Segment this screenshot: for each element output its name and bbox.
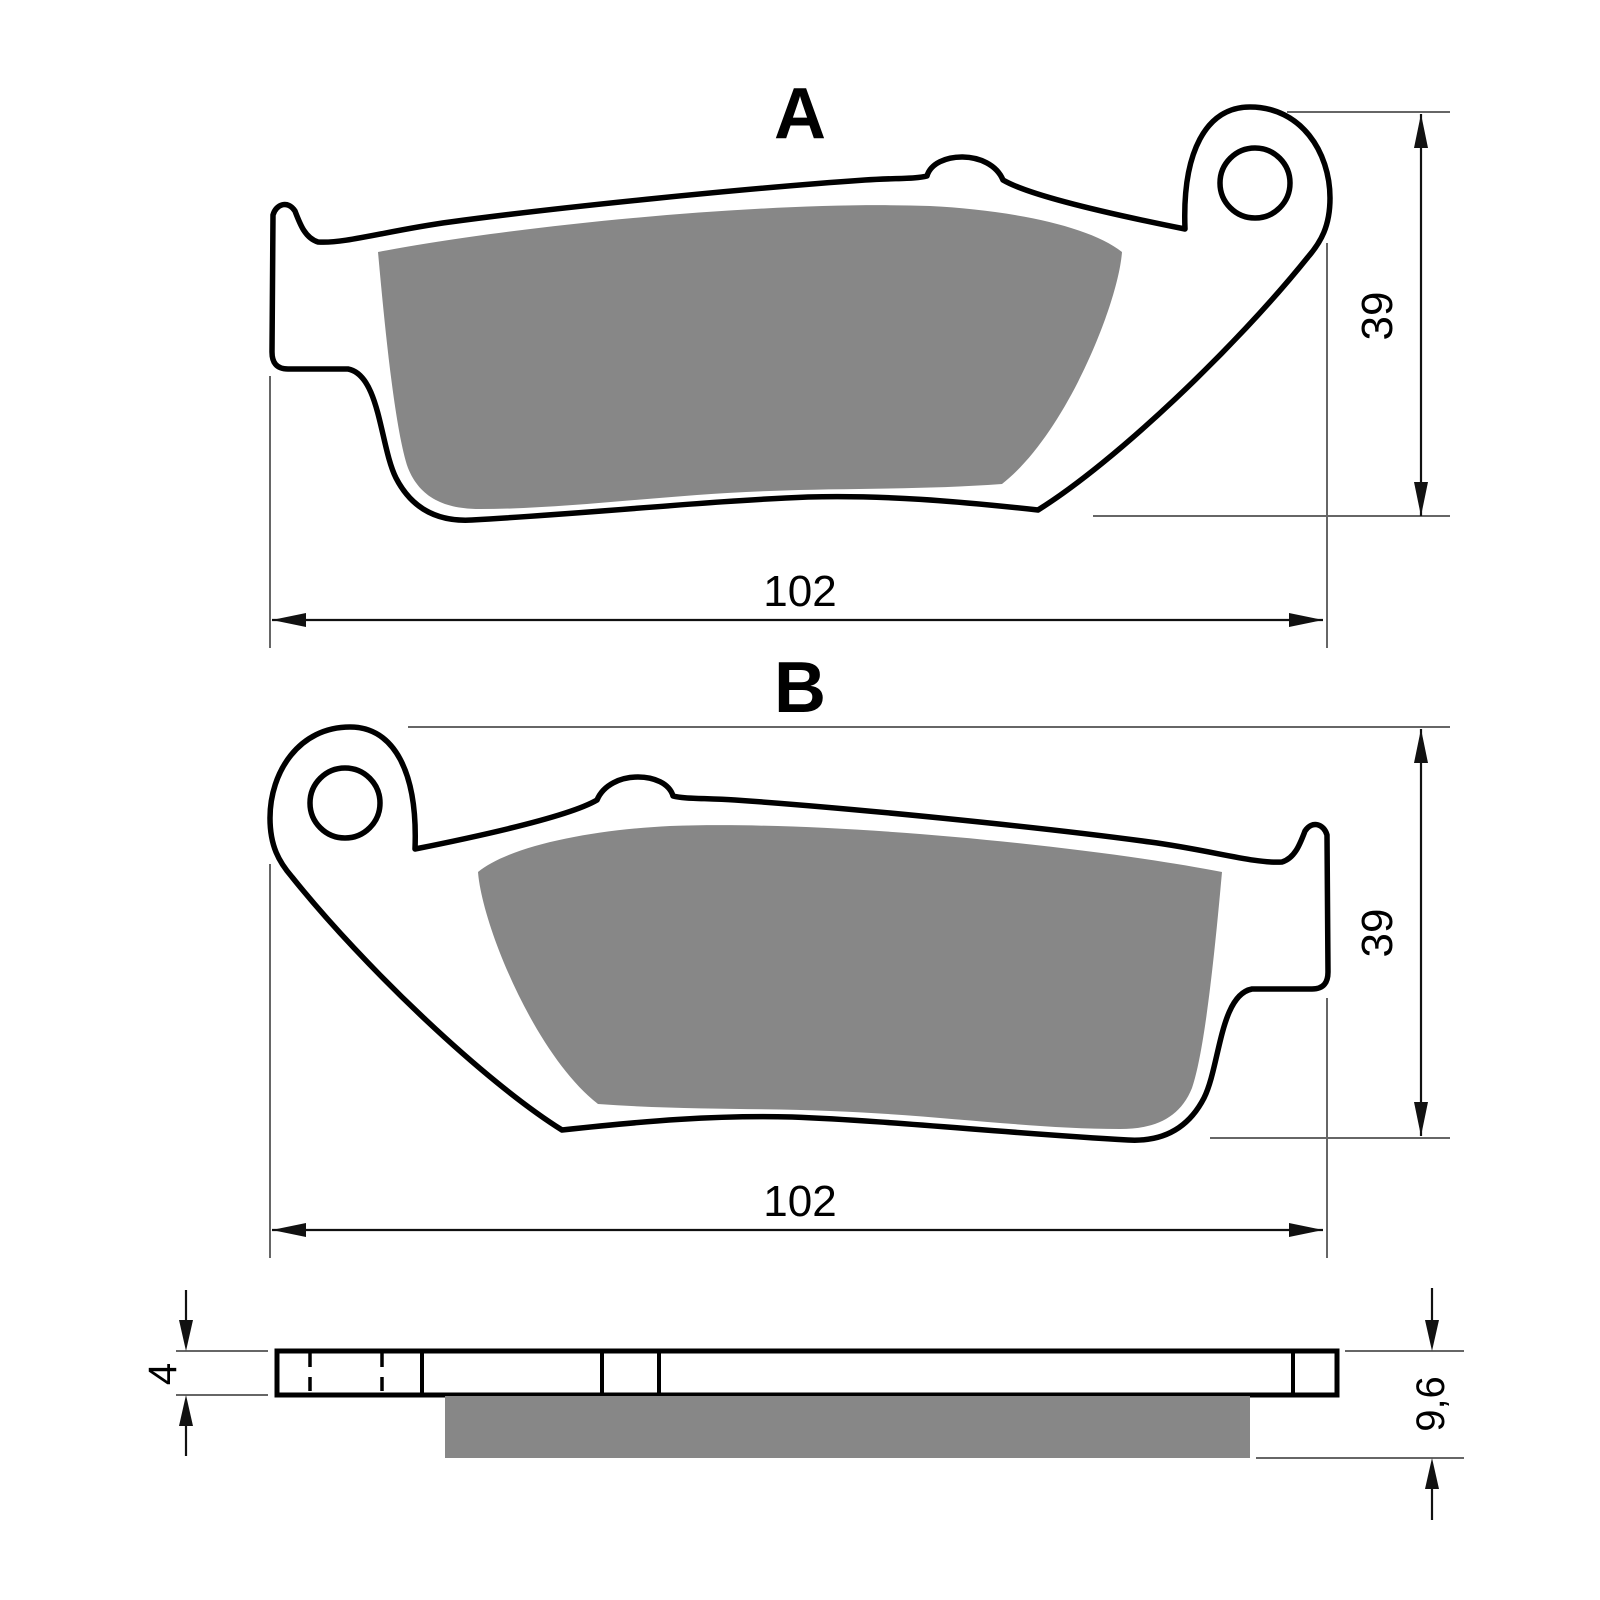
arrow-down-icon (1425, 1320, 1439, 1351)
view-b-label: B (774, 648, 826, 728)
arrow-right-icon (1289, 613, 1323, 627)
dim-a-width-value: 102 (763, 567, 837, 616)
dim-b-height-value: 39 (1353, 908, 1402, 958)
dim-side-total-thickness (1256, 1288, 1464, 1520)
dim-a-height-value: 39 (1353, 291, 1402, 341)
dim-side-backplate-thickness (141, 1290, 268, 1456)
arrow-up-icon (179, 1395, 193, 1426)
arrow-up-icon (1425, 1458, 1439, 1489)
arrow-right-icon (1289, 1223, 1323, 1237)
arrow-down-icon (1414, 482, 1428, 516)
dim-96-value: 9,6 (1409, 1376, 1453, 1432)
view-a-label: A (774, 74, 826, 154)
arrow-up-icon (1414, 114, 1428, 148)
arrow-down-icon (1414, 1102, 1428, 1136)
arrow-down-icon (179, 1320, 193, 1351)
side-backplate (277, 1351, 1337, 1395)
view-a (270, 74, 1450, 648)
dim-4-value: 4 (141, 1362, 185, 1386)
arrow-up-icon (1414, 729, 1428, 763)
dim-b-width-value: 102 (763, 1177, 837, 1226)
arrow-left-icon (272, 1223, 306, 1237)
view-b-pad (270, 727, 1328, 1140)
view-a-pad (272, 107, 1330, 520)
side-friction-material (445, 1396, 1250, 1458)
arrow-left-icon (272, 613, 306, 627)
side-view (141, 1288, 1464, 1520)
view-b (270, 648, 1450, 1258)
